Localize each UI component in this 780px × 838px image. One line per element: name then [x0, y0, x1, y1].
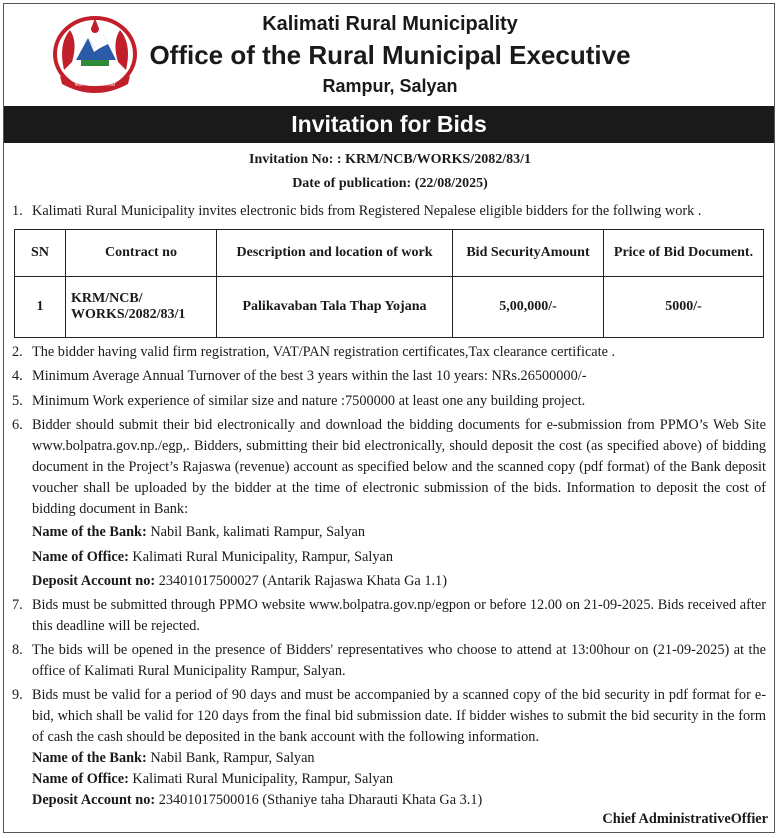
column-header: Bid SecurityAmount: [453, 230, 604, 277]
clause-text: The bids will be opened in the presence of Bidders' representatives who choose to attend at 13:00hour on (21-09-2025) at the office of Kalimati Rural Municipality Rampur, Salyan.: [32, 642, 766, 679]
clause-2: [12, 342, 766, 363]
field-label: Name of Office:: [32, 549, 129, 565]
office-name: Office of the Rural Municipal Executive: [149, 40, 631, 70]
clause-number: 4.: [12, 368, 23, 384]
clause-7: [12, 595, 766, 637]
field-value: Nabil Bank, Rampur, Salyan: [146, 750, 315, 766]
field-value: Nabil Bank, kalimati Rampur, Salyan: [146, 524, 365, 540]
bank-details-6-office: [32, 547, 393, 568]
clause-text: Bidder should submit their bid electronically and download the bidding documents for e-submission from PPMO’s Web Site www.bolpatra.gov.np./egp,. Bidders, submitting their bid electronically, should deposit the cost (as specified above) of bidding document in the Project’s Rajaswa (revenue) account as specified below and the scanned copy (pdf format) of the Bank deposit voucher shall be uploaded by the bidder at the time of electronic submission of the bids. Information to deposit the cost of bidding document in Bank:: [32, 417, 766, 517]
field-label: Name of Office:: [32, 771, 129, 787]
table-cell: 5000/-: [604, 277, 764, 338]
clause-number: 1.: [12, 203, 23, 219]
clause-9: [12, 685, 766, 748]
clause-text: Minimum Work experience of similar size and nature :7500000 at least one any building project.: [32, 393, 586, 409]
municipality-name: Kalimati Rural Municipality: [262, 13, 518, 35]
table-row: [15, 277, 764, 338]
clause-5: [12, 391, 766, 412]
office-location: Rampur, Salyan: [322, 76, 458, 96]
clause-number: 7.: [12, 597, 23, 613]
signature-line: Chief AdministrativeOffier: [602, 811, 768, 827]
column-header: Price of Bid Document.: [604, 230, 764, 277]
clause-8: [12, 640, 766, 682]
clause-1: [12, 201, 766, 222]
field-label: Name of the Bank:: [32, 524, 147, 540]
field-value: 23401017500027 (Antarik Rajaswa Khata Ga 1.1): [155, 573, 447, 589]
field-value: Kalimati Rural Municipality, Rampur, Salyan: [128, 771, 393, 787]
field-value: Kalimati Rural Municipality, Rampur, Salyan: [128, 549, 393, 565]
clause-number: 8.: [12, 642, 23, 658]
field-value: 23401017500016 (Sthaniye taha Dharauti Khata Ga 3.1): [155, 792, 483, 808]
clause-text: Bids must be submitted through PPMO website www.bolpatra.gov.np/egpon or before 12.00 on 21-09-2025. Bids received after this deadline will be rejected.: [32, 597, 766, 634]
bank-details-9-bank: [32, 748, 315, 769]
clause-number: 5.: [12, 393, 23, 409]
clause-number: 9.: [12, 687, 23, 703]
column-header: SN: [15, 230, 66, 277]
table-cell: 1: [15, 277, 66, 338]
bank-details-9-office: [32, 769, 393, 790]
table-cell: 5,00,000/-: [453, 277, 604, 338]
field-label: Deposit Account no:: [32, 573, 156, 589]
table-cell: Palikavaban Tala Thap Yojana: [217, 277, 453, 338]
field-label: Deposit Account no:: [32, 792, 156, 808]
clause-text: Minimum Average Annual Turnover of the best 3 years within the last 10 years: NRs.26500000/-: [32, 368, 587, 384]
column-header: Description and location of work: [217, 230, 453, 277]
publication-date: Date of publication: (22/08/2025): [292, 176, 488, 191]
table-cell: KRM/NCB/ WORKS/2082/83/1: [66, 277, 217, 338]
clause-4: [12, 366, 766, 387]
clause-number: 2.: [12, 344, 23, 360]
contract-table: [14, 229, 764, 338]
page-title: Invitation for Bids: [4, 106, 774, 143]
table-header-row: [15, 230, 764, 277]
bank-details-6-bank: [32, 522, 365, 543]
clause-text: The bidder having valid firm registration, VAT/PAN registration certificates,Tax clearance certificate .: [32, 344, 616, 360]
bank-details-6-account: [32, 571, 447, 592]
clause-number: 6.: [12, 417, 23, 433]
clause-text: Kalimati Rural Municipality invites electronic bids from Registered Nepalese eligible bidders for the follwing work .: [32, 203, 702, 219]
field-label: Name of the Bank:: [32, 750, 147, 766]
bank-details-9-account: [32, 790, 482, 811]
emblem-text: कालिमाटी गाउँपालिका: [74, 82, 116, 88]
clause-6: [12, 415, 766, 520]
invitation-number: Invitation No: : KRM/NCB/WORKS/2082/83/1: [249, 152, 531, 167]
column-header: Contract no: [66, 230, 217, 277]
clause-text: Bids must be valid for a period of 90 days and must be accompanied by a scanned copy of the bid security in pdf format for e-bid, which shall be valid for 120 days from the final bid submission date. If bidder wishes to submit the bid security in the form of cash the cash should be deposited in the bank account with the following information.: [32, 687, 766, 745]
